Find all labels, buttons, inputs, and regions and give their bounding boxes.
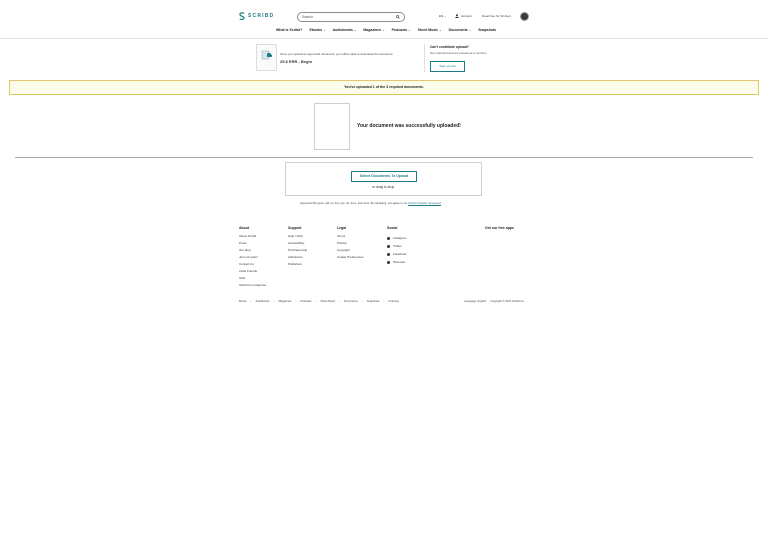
promo-text: Once you upload an approved document, you will be able to download the document [280,52,393,56]
bottom-link[interactable]: Audiobooks [255,300,270,303]
nav-divider [0,38,768,39]
separator-dot: • [273,300,275,303]
select-documents-button[interactable]: Select Documents To Upload [351,171,417,182]
facebook-icon [387,253,390,256]
footer-link[interactable]: Publishers [288,262,303,266]
nav-item-what-is-scribd[interactable] [276,28,302,32]
uploader-agreement-link[interactable]: Scribd Uploader Agreement [408,202,442,205]
footer-link[interactable]: Gifts [239,276,246,280]
uploaded-document-thumbnail [314,103,350,150]
promo-divider [424,44,425,72]
separator-dot: • [295,300,297,303]
footer-support [288,226,307,269]
nav-item-label: Snapshots [478,28,497,32]
footer-link[interactable]: Contact Us [239,262,254,266]
footer-apps-heading: Get our free apps [485,226,514,230]
pinterest-icon [387,261,390,264]
language-label: EN [439,14,444,18]
footer-heading-about: About [239,226,250,230]
bottom-right [464,300,525,303]
footer-link[interactable]: Invite Friends [239,269,258,273]
footer-legal [337,226,363,262]
social-label: Instagram [393,236,407,240]
footer-heading-social: Social [387,226,398,230]
footer-social [387,226,406,266]
upload-progress-banner: You've uploaded 1 of the 3 required documents. [9,80,759,95]
instagram-icon [387,237,390,240]
footer-link[interactable]: Copyright [337,248,350,252]
twitter-icon [387,245,390,248]
nav-item-podcasts[interactable] [392,28,411,32]
separator-dot: • [250,300,252,303]
logo-text: SCRIBD [248,13,275,19]
separator-dot: • [315,300,317,303]
chevron-down-icon: ⌄ [323,28,326,32]
social-label: Twitter [393,244,402,248]
section-divider [15,157,753,158]
social-label: Pinterest [393,260,405,264]
separator-dot: • [383,300,385,303]
nav-item-label: Sheet Music [417,28,439,32]
footer-link[interactable]: Scribd for enterprise [239,283,267,287]
upload-legal-text [300,202,441,205]
main-nav [276,28,503,32]
bottom-link[interactable]: Books [239,300,247,303]
footer-link[interactable]: AdChoices [288,255,303,259]
footer-link[interactable]: Our blog [239,248,251,252]
read-free-link[interactable]: Read free for 30 days [482,14,511,18]
nav-item-label: Ebooks [309,28,323,32]
copyright-text: Copyright © 2024 Scribd Inc. [490,300,525,303]
upload-success-message: Your document was successfully uploaded! [357,123,461,129]
chevron-down-icon: ⌄ [439,28,442,32]
footer-link[interactable]: Purchase help [288,248,308,252]
footer-link[interactable]: Press [239,241,247,245]
cant-upload-title: Can't contribute upload? [430,45,469,49]
bottom-link[interactable]: Documents [344,300,358,303]
social-label: Facebook [393,252,407,256]
bottom-link[interactable]: Sheet Music [320,300,336,303]
bottom-link[interactable]: Magazines [278,300,292,303]
cloud-upload-icon [261,50,273,60]
footer-about [239,226,266,290]
footer-link[interactable]: Privacy [337,241,347,245]
search-icon[interactable] [396,15,400,19]
nav-item-label: Documents [448,28,468,32]
nav-item-sheet-music[interactable] [418,28,442,32]
bottom-link[interactable]: Podcasts [300,300,312,303]
scribd-logo[interactable] [239,12,274,20]
nav-item-label: Magazines [363,28,382,32]
footer-heading-support: Support [288,226,302,230]
search-input[interactable] [297,12,405,22]
social-link[interactable] [387,258,406,266]
account-label: Account [461,14,472,18]
nav-item-label: What is Scribd? [276,28,303,32]
cant-upload-subtitle: Get unlimited access instead as a member [430,51,487,55]
nav-item-label: Audiobooks [332,28,353,32]
chevron-down-icon: ⌄ [468,28,472,32]
scribd-logo-icon [239,12,245,20]
bottom-links [239,300,403,303]
account-button[interactable] [455,14,472,18]
language-footer-selector[interactable]: Language: English [464,300,487,303]
social-link[interactable] [387,234,406,242]
footer-link[interactable]: Cookie Preferences [337,255,364,259]
avatar[interactable] [520,12,529,21]
drag-drop-text: or drag & drop [372,185,395,189]
chevron-down-icon: ⌄ [353,28,357,32]
social-link[interactable] [387,250,406,258]
user-icon [455,14,459,18]
language-selector[interactable] [439,14,447,18]
footer-link[interactable]: Accessibility [288,241,305,245]
footer-link[interactable]: Terms [337,234,346,238]
separator-dot: • [361,300,363,303]
bottom-link[interactable]: Chaosuy [388,300,399,303]
chevron-down-icon: ⌄ [408,28,411,32]
footer-heading-legal: Legal [337,226,347,230]
nav-item-ebooks[interactable] [309,28,325,32]
nav-item-magazines[interactable] [363,28,384,32]
chevron-down-icon: ⌄ [444,14,447,18]
nav-item-snapshots[interactable] [478,28,496,32]
footer-link[interactable]: Join our team! [239,255,259,259]
upload-illustration [256,44,277,71]
nav-item-label: Podcasts [391,28,408,32]
promo-title: 25 $ ERR - Begin [280,59,313,64]
footer-link[interactable]: Help / FAQ [288,234,303,238]
bottom-link[interactable]: Snapshots [366,300,380,303]
nav-item-documents[interactable] [449,28,472,32]
social-link[interactable] [387,242,406,250]
legal-text: Supported file types: pdf, txt, doc, ppt, xls, docx, and more. By uploading, you agree to our [300,202,408,205]
search-placeholder: Search [302,15,314,19]
separator-dot: • [339,300,341,303]
nav-item-audiobooks[interactable] [333,28,357,32]
footer-link[interactable]: About Scribd [239,234,257,238]
chevron-down-icon: ⌄ [382,28,385,32]
sign-up-button[interactable]: Sign up now [430,61,465,72]
